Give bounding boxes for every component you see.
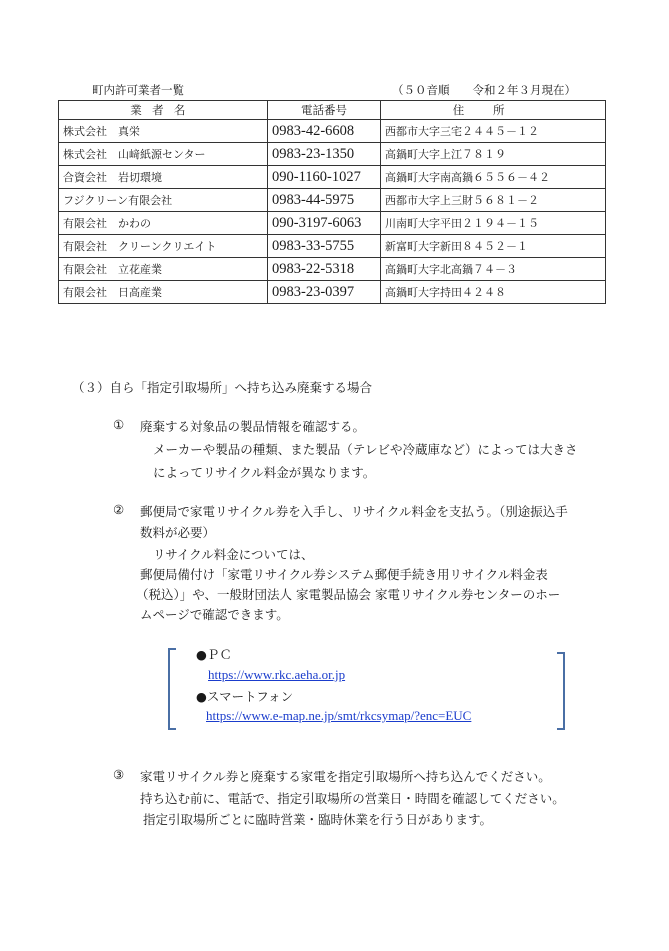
item2-line5: （税込）」や、一般財団法人 家電製品協会 家電リサイクル券センターのホー: [136, 587, 561, 602]
table-row: [59, 281, 606, 304]
table-row: [59, 189, 606, 212]
contractor-name: 株式会社 真栄: [59, 120, 268, 143]
contractor-address: 新富町大字新田８４５２－１: [381, 235, 606, 258]
contractor-address: 高鍋町大字持田４２４８: [381, 281, 606, 304]
contractor-phone: 0983-23-1350: [268, 143, 381, 166]
smartphone-label-row: [196, 687, 293, 705]
contractor-name: フジクリーン有限会社: [59, 189, 268, 212]
item1-line2: メーカーや製品の種類、また製品（テレビや冷蔵庫など）によっては大きさ: [153, 442, 578, 457]
table-row: [59, 143, 606, 166]
contractor-address: 西都市大字上三財５６８１－２: [381, 189, 606, 212]
pc-link[interactable]: https://www.rkc.aeha.or.jp: [208, 667, 346, 682]
header-name: 業者名: [59, 101, 268, 120]
contractor-phone: 0983-33-5755: [268, 235, 381, 258]
item1-line1: 廃棄する対象品の製品情報を確認する。: [140, 419, 366, 434]
contractor-address: 川南町大字平田２１９４－１５: [381, 212, 606, 235]
smartphone-label: スマートフォン: [206, 689, 294, 704]
contractor-name: 株式会社 山﨑紙源センター: [59, 143, 268, 166]
contractor-name: 有限会社 クリーンクリエイト: [59, 235, 268, 258]
contractor-phone: 0983-22-5318: [268, 258, 381, 281]
contractor-phone: 090-1160-1027: [268, 166, 381, 189]
table-row: [59, 235, 606, 258]
item3-number: ③: [113, 767, 125, 782]
licensed-contractors-table: [58, 100, 606, 304]
item2-line2: 数料が必要）: [140, 525, 216, 540]
item2-line6: ムページで確認できます。: [140, 607, 289, 622]
contractor-address: 西都市大字三宅２４４５－１２: [381, 120, 606, 143]
bullet-icon: ●: [196, 647, 207, 662]
table-header-row: [59, 101, 606, 120]
item2-line1: 郵便局で家電リサイクル券を入手し、リサイクル料金を支払う。（別途振込手: [140, 504, 568, 519]
item3-line1: 家電リサイクル券と廃棄する家電を指定引取場所へ持ち込んでください。: [140, 769, 551, 784]
right-bracket: [557, 652, 565, 730]
contractor-name: 有限会社 かわの: [59, 212, 268, 235]
table-title: 町内許可業者一覧: [92, 83, 184, 97]
contractor-name: 有限会社 日高産業: [59, 281, 268, 304]
item2-number: ②: [113, 502, 125, 517]
contractor-phone: 0983-44-5975: [268, 189, 381, 212]
left-bracket: [168, 648, 176, 730]
item2-line4: 郵便局備付け「家電リサイクル券システム郵便手続き用リサイクル料金表: [140, 567, 548, 582]
pc-label-row: [196, 645, 232, 663]
item1-line3: によってリサイクル料金が異なります。: [153, 465, 376, 480]
item3-line2: 持ち込む前に、電話で、指定引取場所の営業日・時間を確認してください。: [140, 791, 565, 806]
table-row: [59, 258, 606, 281]
header-phone: 電話番号: [268, 101, 381, 120]
table-row: [59, 166, 606, 189]
contractor-name: 合資会社 岩切環境: [59, 166, 268, 189]
contractor-phone: 090-3197-6063: [268, 212, 381, 235]
contractor-phone: 0983-23-0397: [268, 281, 381, 304]
header-address: 住所: [381, 101, 606, 120]
pc-label: ＰＣ: [206, 647, 232, 662]
contractor-address: 高鍋町大字南高鍋６５５６－４２: [381, 166, 606, 189]
table-row: [59, 212, 606, 235]
bullet-icon: ●: [196, 689, 207, 704]
contractor-address: 高鍋町大字北高鍋７４－３: [381, 258, 606, 281]
item3-line3: 指定引取場所ごとに臨時営業・臨時休業を行う日があります。: [143, 812, 493, 827]
item2-line3: リサイクル料金については、: [153, 547, 314, 562]
contractor-address: 高鍋町大字上江７８１９: [381, 143, 606, 166]
item1-number: ①: [113, 417, 125, 432]
table-note: （５０音順 令和２年３月現在）: [392, 83, 576, 97]
contractor-phone: 0983-42-6608: [268, 120, 381, 143]
smartphone-link[interactable]: https://www.e-map.ne.jp/smt/rkcsymap/?enc=EUC: [206, 708, 472, 723]
table-row: [59, 120, 606, 143]
section-heading: （３）自ら「指定引取場所」へ持ち込み廃棄する場合: [72, 380, 373, 395]
contractor-name: 有限会社 立花産業: [59, 258, 268, 281]
